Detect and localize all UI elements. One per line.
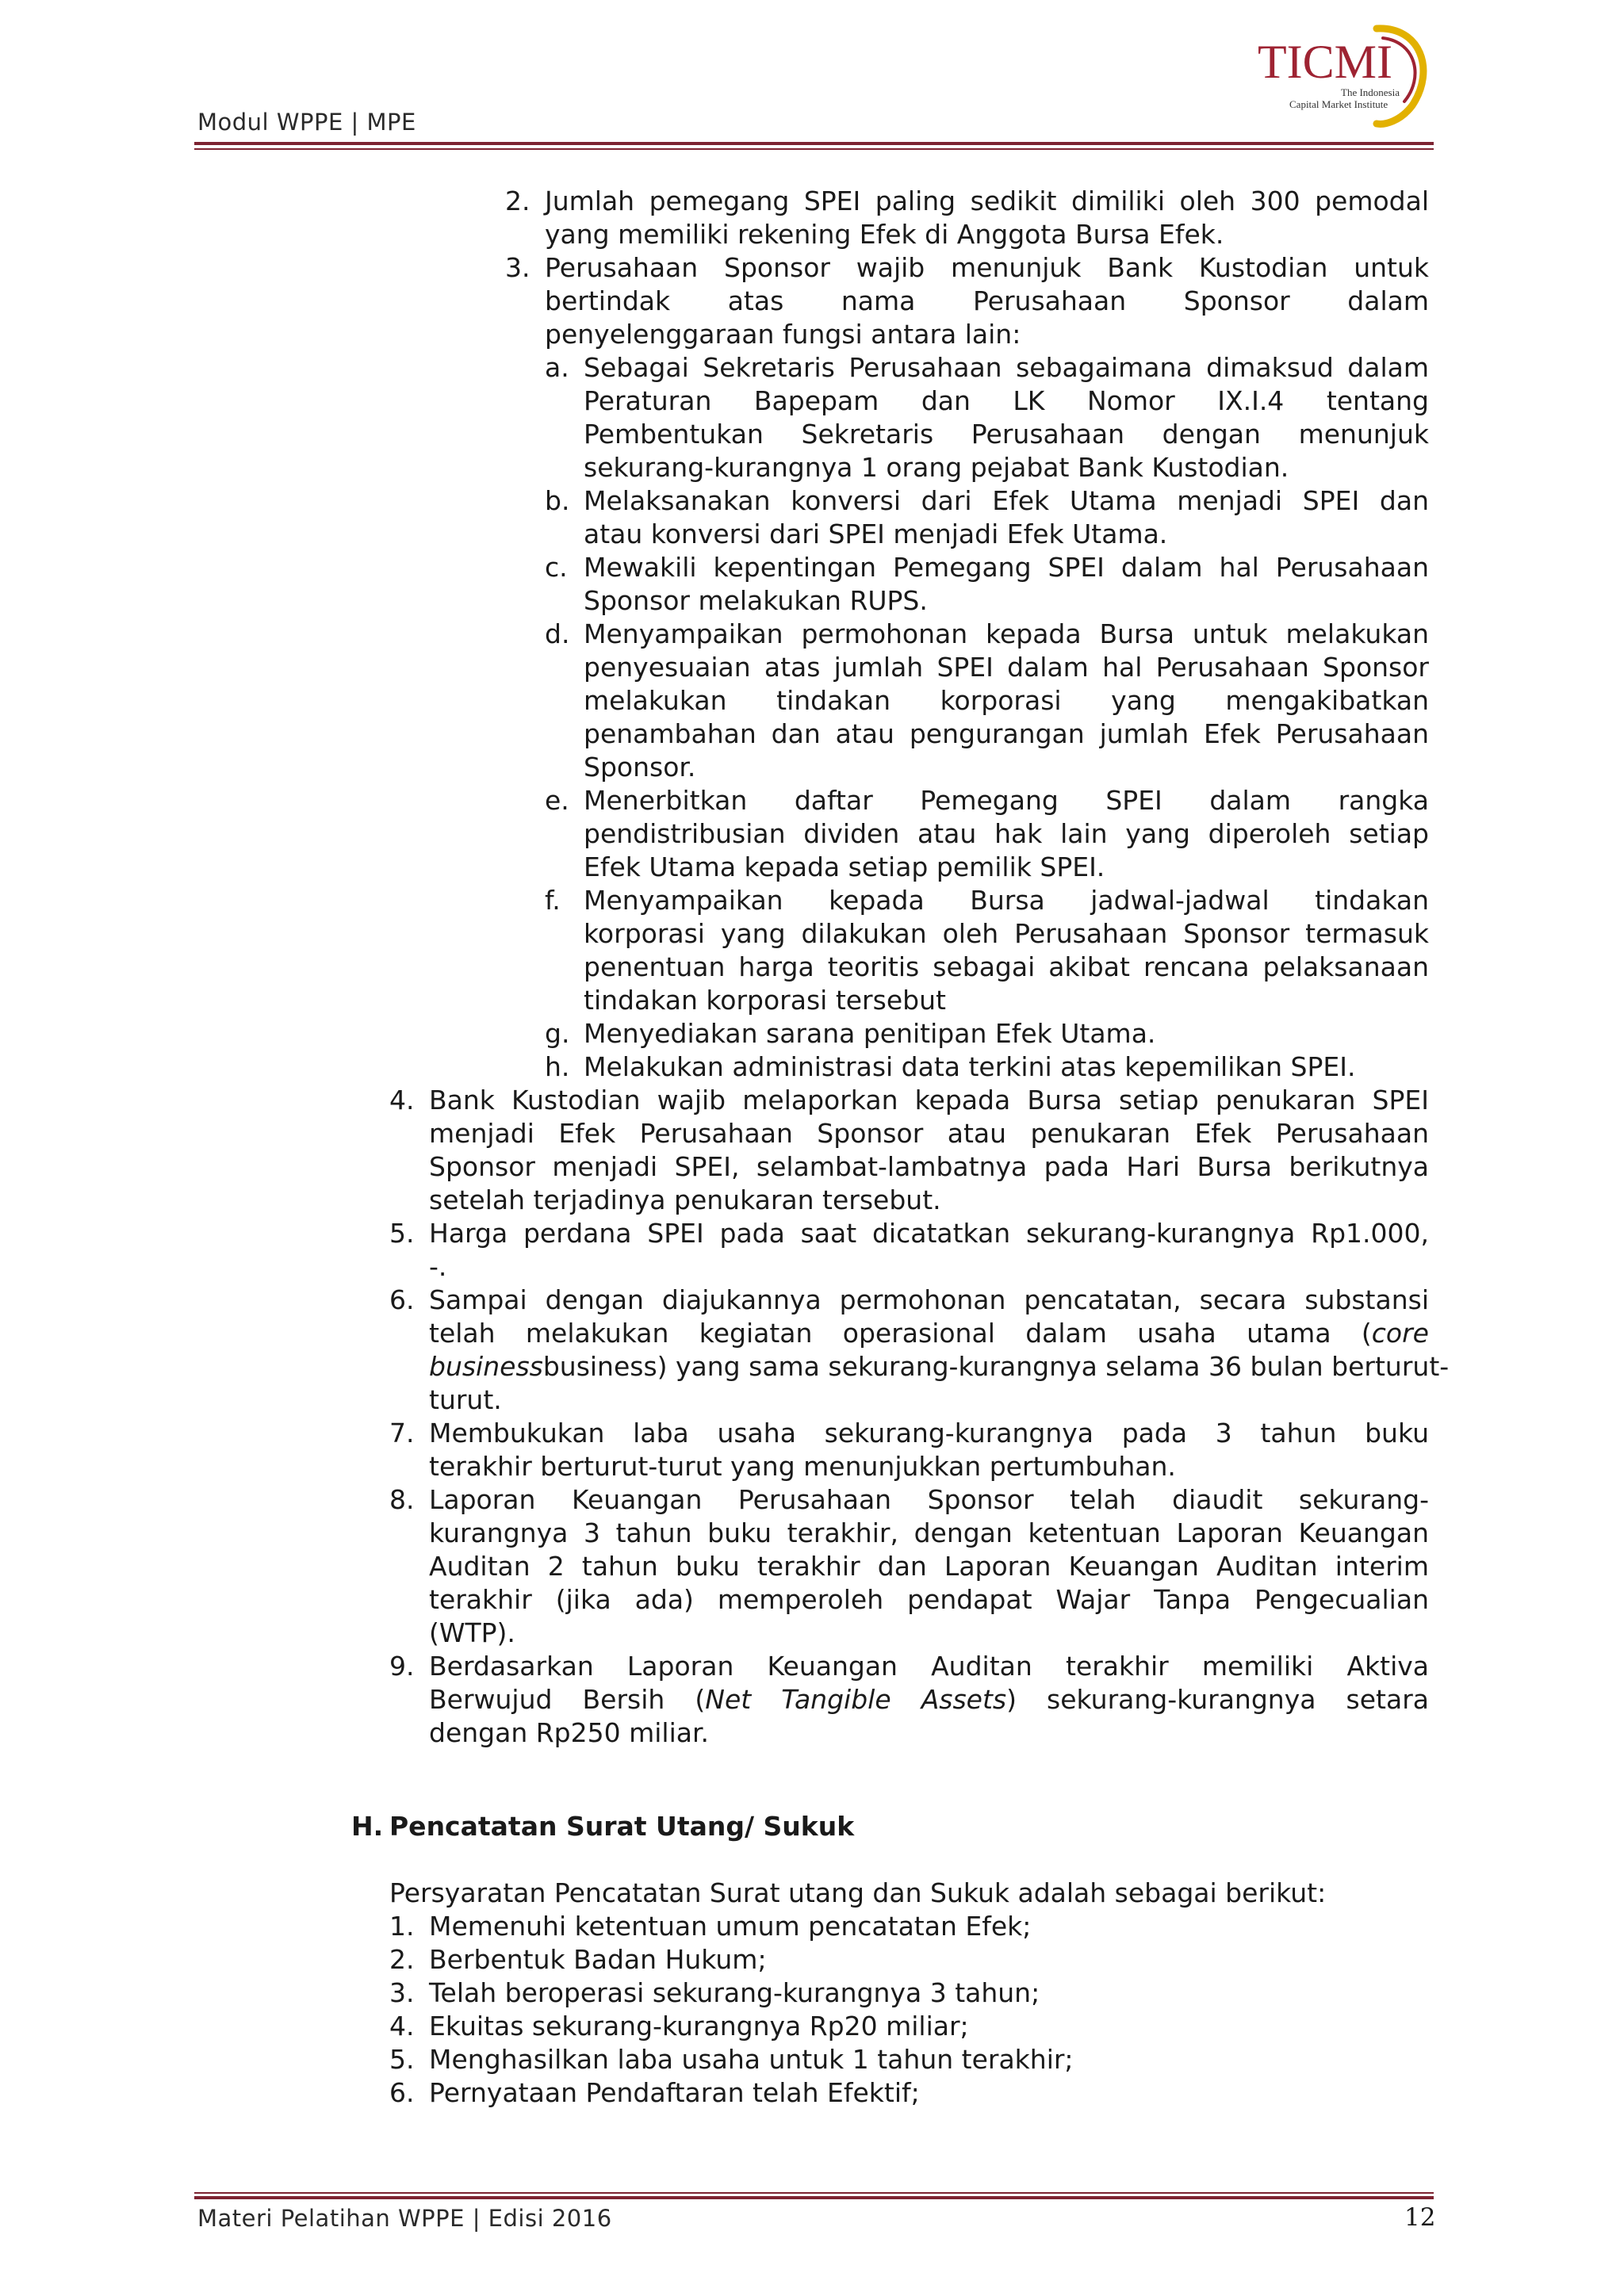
item-line-text: telah melakukan kegiatan operasional dalam usaha utama ( [429,1318,1372,1349]
list-item-text: Ekuitas sekurang-kurangnya Rp20 miliar; [429,2011,969,2042]
item-line: Efek Utama kepada setiap pemilik SPEI. [584,851,1105,882]
item-number: 5. [389,1218,415,1249]
list-item-text: Pernyataan Pendaftaran telah Efektif; [429,2077,920,2108]
item-line: atau konversi dari SPEI menjadi Efek Utama. [584,519,1168,549]
logo-wordmark: TICMI [1258,36,1392,88]
emphasis-text: business [429,1351,543,1382]
item-line: penentuan harga teoritis sebagai akibat rencana pelaksanaan [584,951,1429,982]
item-line: Jumlah pemegang SPEI paling sedikit dimiliki oleh 300 pemodal [545,186,1429,216]
item-line: Laporan Keuangan Perusahaan Sponsor telah diaudit sekurang- [429,1484,1429,1515]
list-number: 1. [389,1911,415,1942]
item-line: turut. [429,1384,502,1415]
item-line: yang memiliki rekening Efek di Anggota Bursa Efek. [545,219,1224,250]
item-number: 3. [505,252,530,283]
emphasis-text: Net Tangible Assets [705,1684,1007,1715]
item-line: Harga perdana SPEI pada saat dicatatkan sekurang-kurangnya Rp1.000, [429,1218,1429,1249]
logo-subtitle-1: The Indonesia [1341,86,1400,98]
item-line: penyelenggaraan fungsi antara lain: [545,319,1021,350]
item-line: Menyediakan sarana penitipan Efek Utama. [584,1018,1156,1049]
item-number: 9. [389,1651,415,1682]
item-number: 7. [389,1418,415,1448]
item-line-with-emphasis [429,1683,1429,1716]
item-line: Mewakili kepentingan Pemegang SPEI dalam hal Perusahaan [584,552,1429,583]
item-line-text: Berwujud Bersih ( [429,1684,706,1715]
emphasis-text: core [1371,1318,1429,1349]
item-line: Sponsor menjadi SPEI, selambat-lambatnya pada Hari Bursa berikutnya [429,1151,1429,1182]
header-title: Modul WPPE | MPE [197,109,416,136]
item-line: menjadi Efek Perusahaan Sponsor atau penukaran Efek Perusahaan [429,1118,1429,1149]
list-number: 4. [389,2011,415,2042]
item-line: setelah terjadinya penukaran tersebut. [429,1184,941,1215]
sub-item-letter: a. [545,352,569,383]
sub-item-letter: d. [545,618,570,649]
item-line: melakukan tindakan korporasi yang mengakibatkan [584,685,1429,716]
item-line: terakhir berturut-turut yang menunjukkan pertumbuhan. [429,1451,1176,1482]
sub-item-letter: h. [545,1051,570,1082]
item-line: tindakan korporasi tersebut [584,985,946,1016]
section-intro: Persyaratan Pencatatan Surat utang dan Sukuk adalah sebagai berikut: [389,1877,1327,1908]
item-line: Pembentukan Sekretaris Perusahaan dengan menunjuk [584,419,1429,450]
list-item-text: Menghasilkan laba usaha untuk 1 tahun terakhir; [429,2044,1074,2075]
item-line: Peraturan Bapepam dan LK Nomor IX.I.4 tentang [584,385,1429,416]
item-line: Sponsor melakukan RUPS. [584,585,928,616]
sub-item-letter: b. [545,485,570,516]
list-number: 5. [389,2044,415,2075]
header-rule-thin [194,148,1434,150]
sub-item-letter: f. [545,885,561,916]
item-line: penambahan dan atau pengurangan jumlah Efek Perusahaan [584,718,1429,749]
item-number: 4. [389,1085,415,1115]
list-item-text: Memenuhi ketentuan umum pencatatan Efek; [429,1911,1032,1942]
item-line: Sponsor. [584,752,696,783]
item-line: Menerbitkan daftar Pemegang SPEI dalam rangka [584,785,1429,816]
item-line: (WTP). [429,1617,515,1648]
section-title: Pencatatan Surat Utang/ Sukuk [389,1811,855,1842]
item-line: dengan Rp250 miliar. [429,1717,709,1748]
list-number: 2. [389,1944,415,1975]
item-line: Auditan 2 tahun buku terakhir dan Laporan Keuangan Auditan interim [429,1551,1429,1582]
list-number: 6. [389,2077,415,2108]
item-line: kurangnya 3 tahun buku terakhir, dengan ketentuan Laporan Keuangan [429,1517,1429,1548]
ticmi-logo [1258,22,1434,133]
item-line: Sampai dengan diajukannya permohonan pencatatan, secara substansi [429,1284,1429,1315]
item-line: Perusahaan Sponsor wajib menunjuk Bank Kustodian untuk [545,252,1429,283]
item-number: 2. [505,186,530,216]
item-line: bertindak atas nama Perusahaan Sponsor dalam [545,285,1429,316]
item-line: pendistribusian dividen atau hak lain yang diperoleh setiap [584,818,1429,849]
logo-subtitle-2: Capital Market Institute [1289,98,1388,110]
item-line: Membukukan laba usaha sekurang-kurangnya pada 3 tahun buku [429,1418,1429,1448]
item-line-with-emphasis [429,1350,1450,1383]
footer-text: Materi Pelatihan WPPE | Edisi 2016 [197,2205,612,2232]
item-line: Menyampaikan permohonan kepada Bursa untuk melakukan [584,618,1429,649]
item-line-text: ) sekurang-kurangnya setara [1006,1684,1429,1715]
item-number: 6. [389,1284,415,1315]
item-line: terakhir (jika ada) memperoleh pendapat Wajar Tanpa Pengecualian [429,1584,1429,1615]
list-number: 3. [389,1977,415,2008]
item-number: 8. [389,1484,415,1515]
section-letter: H. [351,1811,384,1842]
item-line: penyesuaian atas jumlah SPEI dalam hal Perusahaan Sponsor [584,652,1429,683]
item-line: Berdasarkan Laporan Keuangan Auditan terakhir memiliki Aktiva [429,1651,1429,1682]
item-line: korporasi yang dilakukan oleh Perusahaan Sponsor termasuk [584,918,1429,949]
item-line: Menyampaikan kepada Bursa jadwal-jadwal tindakan [584,885,1429,916]
sub-item-letter: c. [545,552,568,583]
item-line: Sebagai Sekretaris Perusahaan sebagaimana dimaksud dalam [584,352,1429,383]
item-line: Melakukan administrasi data terkini atas kepemilikan SPEI. [584,1051,1356,1082]
list-item-text: Telah beroperasi sekurang-kurangnya 3 tahun; [429,1977,1040,2008]
page-number: 12 [1404,2203,1436,2232]
item-line: sekurang-kurangnya 1 orang pejabat Bank Kustodian. [584,452,1289,483]
item-line: Melaksanakan konversi dari Efek Utama menjadi SPEI dan [584,485,1429,516]
item-line: -. [429,1251,447,1282]
item-line: Bank Kustodian wajib melaporkan kepada Bursa setiap penukaran SPEI [429,1085,1429,1115]
footer-rule-thin [194,2192,1434,2194]
header-rule-thick [194,142,1434,145]
item-line-text: business) yang sama sekurang-kurangnya selama 36 bulan berturut- [542,1351,1450,1382]
sub-item-letter: e. [545,785,569,816]
footer-rule-thick [194,2196,1434,2199]
list-item-text: Berbentuk Badan Hukum; [429,1944,767,1975]
sub-item-letter: g. [545,1018,570,1049]
item-line-with-emphasis [429,1317,1429,1350]
